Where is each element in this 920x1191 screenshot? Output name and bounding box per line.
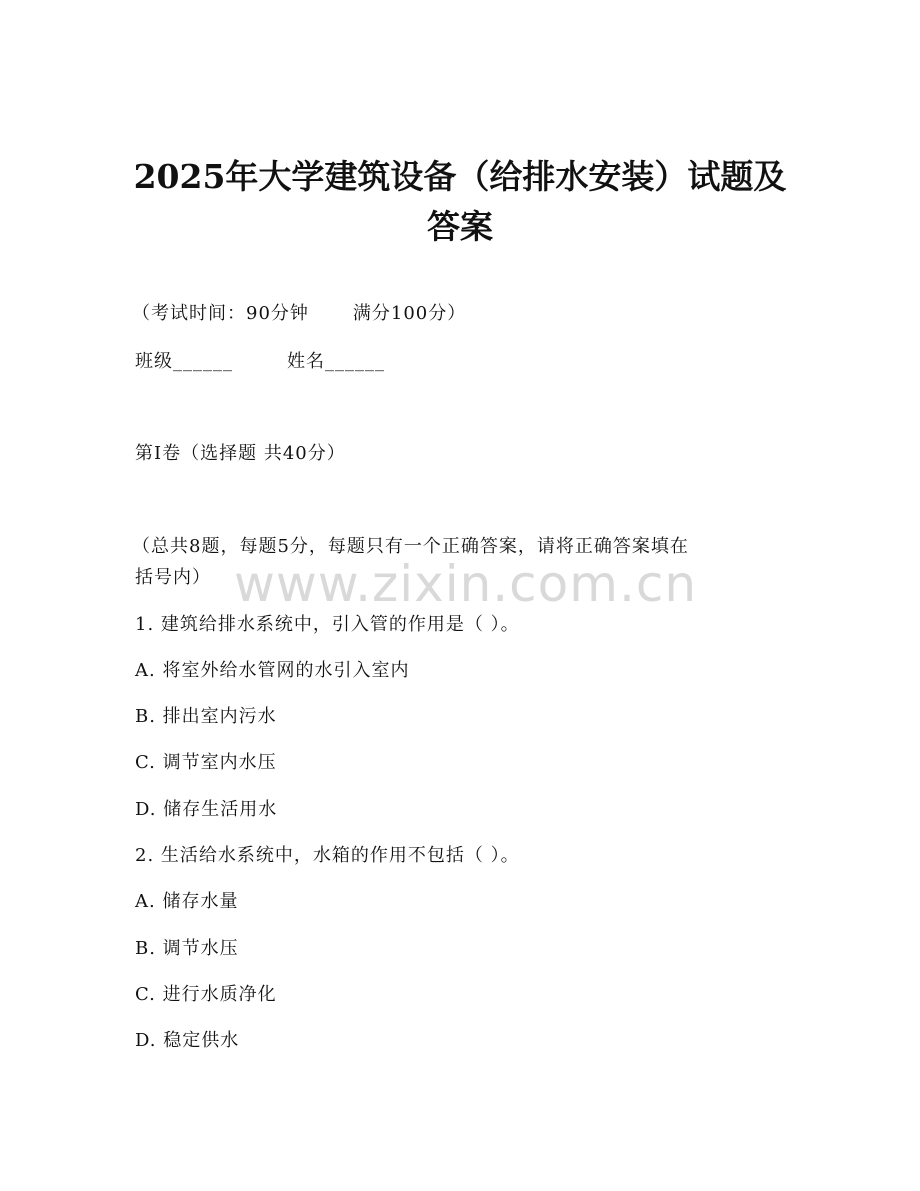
student-fields [135, 351, 385, 373]
question-2-option-d: D. 稳定供水 [135, 1030, 240, 1051]
class-field: 班级______ [135, 351, 233, 372]
question-2-stem: 2. 生活给水系统中，水箱的作用不包括（ ）。 [135, 845, 520, 866]
exam-info [132, 303, 466, 325]
instructions-line-1: （总共8题，每题5分，每题只有一个正确答案，请将正确答案填在 [132, 536, 689, 557]
question-2-option-b: B. 调节水压 [135, 938, 239, 959]
instructions-line-2: 括号内） [135, 567, 211, 588]
question-2-option-a: A. 储存水量 [135, 891, 239, 912]
question-1-option-b: B. 排出室内污水 [135, 706, 277, 727]
question-1-stem: 1. 建筑给排水系统中，引入管的作用是（ ）。 [135, 614, 520, 635]
exam-full-score: 满分100分） [352, 303, 467, 324]
question-1-option-a: A. 将室外给水管网的水引入室内 [135, 660, 410, 681]
watermark: www.zixin.com.cn [234, 555, 698, 613]
document-title-line-2: 答案 [427, 207, 493, 246]
question-2-option-c: C. 进行水质净化 [135, 984, 277, 1005]
question-1-option-d: D. 储存生活用水 [135, 799, 278, 820]
document-title-line-1: 2025年大学建筑设备（给排水安装）试题及 [133, 157, 787, 196]
exam-time: （考试时间：90分钟 [132, 303, 309, 324]
name-field: 姓名______ [287, 351, 385, 372]
question-1-option-c: C. 调节室内水压 [135, 752, 277, 773]
section-heading: 第I卷（选择题 共40分） [135, 443, 346, 464]
